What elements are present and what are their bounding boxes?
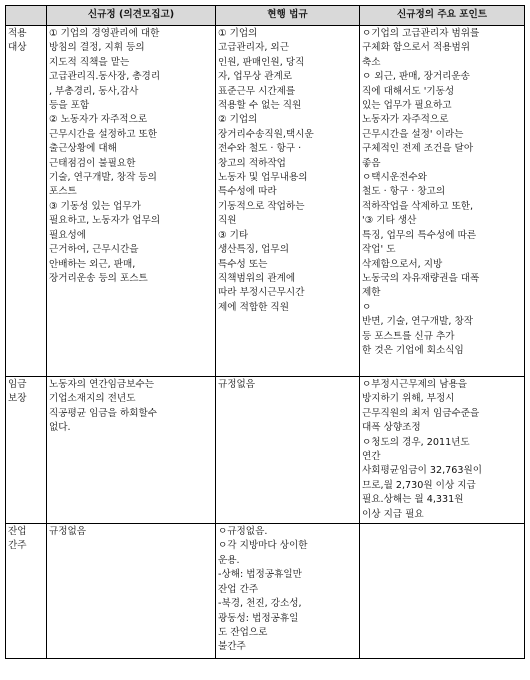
row-label	[6, 26, 47, 377]
cell-line: 노동자의 연간임금보수는	[49, 379, 154, 390]
cell-line: ㅇ택시운전수와	[362, 172, 427, 184]
cell-line: 좋음	[362, 157, 381, 169]
header-new-rule: 신규정 (의견모집고)	[47, 6, 216, 26]
cell-line: -북경, 천진, 강소성,	[218, 598, 302, 610]
cell-line: ㅇ 외근, 판매, 장거리운송	[362, 71, 470, 83]
cell-line: ㅇ청도의 경우, 2011년도	[362, 436, 470, 448]
header-key-points: 신규정의 주요 포인트	[360, 6, 525, 26]
cell-line: 특징, 업무의 특수성에 따른	[362, 229, 477, 241]
cell-line: , 부총경리, 동사,감사	[49, 85, 139, 97]
cell-line: 고급관리자, 외근	[218, 42, 289, 54]
current-law-cell	[216, 524, 360, 659]
cell-line: 포스트	[49, 186, 77, 198]
header-current-law: 현행 법규	[216, 6, 360, 26]
cell-line: ㅇ규정없음.	[218, 526, 268, 538]
cell-line: 보장	[8, 393, 27, 405]
cell-line: 노동국의 자유재량권을 대폭	[362, 272, 480, 284]
cell-line: 잔업	[8, 526, 27, 538]
cell-line: 므로,월 2,730원 이상 지급	[362, 479, 476, 491]
cell-line: 운용.	[218, 554, 240, 566]
cell-line: 필요하고, 노동자가 업무의	[49, 215, 161, 227]
cell-line: 근무시간을 설정' 이라는	[362, 128, 464, 140]
comparison-table	[5, 5, 525, 659]
cell-line: 직에 대해서도 '기동성	[362, 85, 455, 97]
cell-line: 창고의 적하작업	[218, 157, 286, 169]
cell-line: 도 잔업으로	[218, 626, 268, 638]
current-law-cell	[216, 26, 360, 377]
cell-line: 적하작업을 삭제하고 또한,	[362, 200, 474, 212]
cell-line: 노동자가 자주적으로	[362, 114, 449, 126]
cell-line: '③ 기타 생산	[362, 215, 417, 227]
table-row	[6, 524, 525, 659]
cell-line: 근거하여, 근무시간을	[49, 244, 139, 256]
current-law-cell	[216, 377, 360, 524]
cell-line: ① 기업의 경영관리에 대한	[49, 28, 160, 39]
cell-line: 기업소재지의 전년도	[49, 393, 136, 405]
cell-line: 노동자 및 업무내용의	[218, 172, 308, 184]
cell-line: 없다.	[49, 422, 71, 434]
cell-line: 직책범위의 관계에	[218, 272, 296, 284]
cell-line: 철도 · 항구 · 창고의	[362, 186, 446, 198]
cell-line: 제에 적합한 직원	[218, 301, 289, 313]
cell-line: 직원	[218, 215, 237, 227]
cell-line: ② 기업의	[218, 114, 258, 126]
cell-line: 생산특징, 업무의	[218, 244, 289, 256]
cell-line: 광동성: 법정공휴일	[218, 612, 299, 624]
cell-line: ③ 기타	[218, 229, 249, 241]
cell-line: 삭제함으로서, 지방	[362, 258, 443, 270]
key-points-cell	[360, 377, 525, 524]
cell-line: 제한	[362, 287, 381, 299]
cell-line: ㅇ	[362, 301, 372, 313]
key-points-cell	[360, 524, 525, 659]
cell-line: 특수성 또는	[218, 258, 268, 270]
cell-line: ㅇ기업의 고급관리자 범위를	[362, 28, 480, 39]
cell-line: 작업' 도	[362, 244, 396, 256]
cell-line: 구체화 함으로서 적용범위	[362, 42, 471, 54]
row-label	[6, 524, 47, 659]
cell-line: 축소	[362, 56, 381, 68]
cell-line: 등 포스트를 신규 추가	[362, 330, 455, 342]
cell-line: -상해: 법정공휴일만	[218, 569, 302, 581]
cell-line: 전수와 철도 · 항구 ·	[218, 143, 302, 155]
cell-line: 등을 포함	[49, 100, 90, 112]
cell-line: 대상	[8, 42, 27, 54]
cell-line: 직공평균 임금을 하회할수	[49, 407, 158, 419]
header-blank	[6, 6, 47, 26]
cell-line: 적용할 수 없는 직원	[218, 100, 302, 112]
table-row	[6, 26, 525, 377]
cell-line: ㅇ각 지방마다 상이한	[218, 540, 308, 552]
cell-line: ③ 기동성 있는 업무가	[49, 200, 141, 212]
cell-line: 고급관리직.동사장, 총경리	[49, 71, 161, 83]
cell-line: 안배하는 외근, 판매,	[49, 258, 136, 270]
cell-line: 간주	[8, 540, 27, 552]
row-label	[6, 377, 47, 524]
new-rule-cell	[47, 377, 216, 524]
cell-line: 한 것은 기업에 회소식임	[362, 344, 464, 356]
cell-line: 필요.상해는 월 4,331원	[362, 494, 464, 506]
cell-line: 지도적 직책을 맡는	[49, 56, 130, 68]
cell-line: 연간	[362, 451, 381, 463]
cell-line: 장거리운송 등의 포스트	[49, 272, 148, 284]
cell-line: 근무시간을 설정하고 또한	[49, 128, 158, 140]
cell-line: 따라 부정시근무시간	[218, 287, 305, 299]
key-points-cell	[360, 26, 525, 377]
cell-line: 반면, 기술, 연구개발, 창작	[362, 316, 473, 328]
cell-line: 필요성에	[49, 229, 87, 241]
cell-line: 기술, 연구개발, 창작 등의	[49, 172, 157, 184]
cell-line: 구체적인 전제 조건을 달아	[362, 143, 474, 155]
cell-line: 사회평균임금이 32,763원이	[362, 465, 483, 477]
cell-line: 방침의 결정, 지휘 등의	[49, 42, 145, 54]
cell-line: 근태점검이 불필요한	[49, 157, 136, 169]
cell-line: 방지하기 위해, 부정시	[362, 393, 455, 405]
cell-line: ㅇ부정시근무제의 남용을	[362, 379, 467, 390]
cell-line: 인원, 판매인원, 당직	[218, 56, 305, 68]
cell-line: 근무직원의 최저 임금수준을	[362, 407, 480, 419]
cell-line: 규정없음	[49, 526, 87, 538]
cell-line: 이상 지급 필요	[362, 508, 424, 520]
cell-line: 표준근무 시간제를	[218, 85, 296, 97]
table-row	[6, 377, 525, 524]
cell-line: 잔업 간주	[218, 583, 259, 595]
cell-line: 불간주	[218, 641, 246, 653]
cell-line: 규정없음	[218, 379, 256, 390]
cell-line: 임금	[8, 379, 27, 390]
cell-line: ② 노동자가 자주적으로	[49, 114, 148, 126]
header-row	[6, 6, 525, 26]
new-rule-cell	[47, 524, 216, 659]
cell-line: 적용	[8, 28, 27, 39]
cell-line: ① 기업의	[218, 28, 258, 39]
cell-line: 특수성에 따라	[218, 186, 277, 198]
cell-line: 대폭 상향조정	[362, 422, 421, 434]
cell-line: 기동적으로 작업하는	[218, 200, 305, 212]
cell-line: 있는 업무가 필요하고	[362, 100, 452, 112]
cell-line: 자, 업무상 관계로	[218, 71, 293, 83]
new-rule-cell	[47, 26, 216, 377]
cell-line: 장거리수송직원,택시운	[218, 128, 314, 140]
cell-line: 출근상황에 대해	[49, 143, 117, 155]
